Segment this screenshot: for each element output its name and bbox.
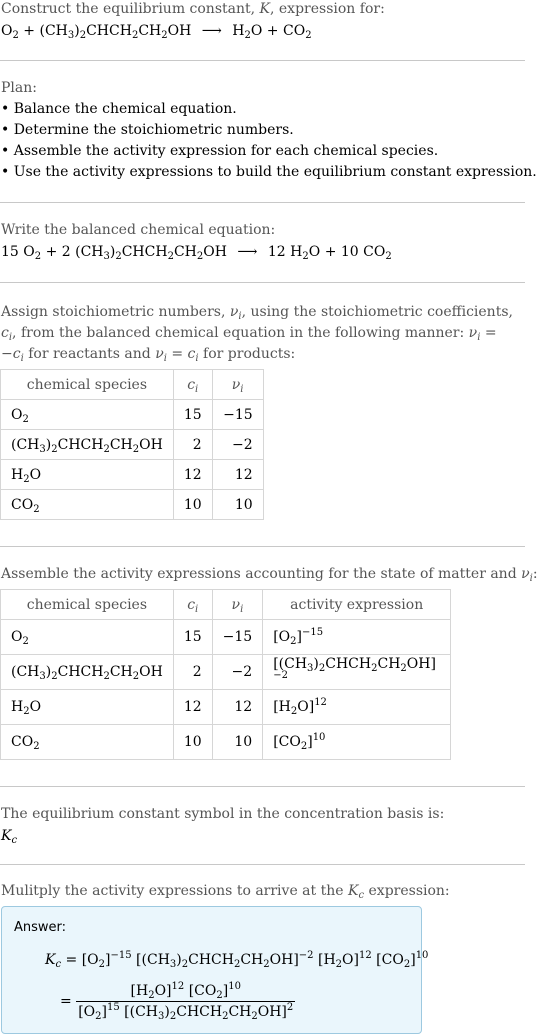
- plan-step: • Use the activity expressions to build the equilibrium constant expression.: [1, 164, 537, 180]
- kc-expression-line1: $K_c = [O_2]^{-15}$ $[(CH_3)_2CHCH_2CH_2OH]^{-2}$ $[H_2O]^{12}$ $[CO_2]^{10}$: [45, 950, 429, 970]
- divider: [0, 546, 525, 547]
- divider: [0, 60, 525, 61]
- c-cell: 2: [173, 655, 212, 690]
- divider: [0, 202, 525, 203]
- multiply-heading: Mulitply the activity expressions to arrive at the $K_c$ expression:: [1, 883, 450, 901]
- stoich-paragraph: Assign stoichiometric numbers, $\nu_i$, using the stoichiometric coefficients, $c_i$, from the balanced chemical equation in the following manner: $\nu_i = -c_i$ for reactants and $\nu_i = c_i$ for products:: [1, 304, 513, 364]
- plan-step: • Determine the stoichiometric numbers.: [1, 122, 294, 138]
- c-cell: 10: [173, 490, 212, 520]
- col-header-nu: $\nu_i$: [212, 590, 263, 620]
- kc-expression-fraction: = $\frac{[H_2O]^{12} [CO_2]^{10}}{[O_2]^{15} [(CH_3)_2CHCH_2CH_2OH]^2}$: [60, 981, 294, 1022]
- nu-cell: −2: [212, 655, 263, 690]
- table-row: [1, 690, 451, 725]
- species-cell: $(CH_3)_2CHCH_2CH_2OH$: [1, 430, 174, 460]
- table-row: [1, 400, 264, 430]
- col-header-species: chemical species: [1, 370, 174, 400]
- species-cell: $CO_2$: [1, 490, 174, 520]
- table-row: [1, 490, 264, 520]
- answer-label: Answer:: [14, 920, 67, 935]
- divider: [0, 786, 525, 787]
- table-row: [1, 620, 451, 655]
- col-header-c: $c_i$: [173, 590, 212, 620]
- nu-cell: 10: [212, 725, 263, 760]
- col-header-nu: $\nu_i$: [212, 370, 263, 400]
- fraction-denominator: $[O_2]^{15}$ $[(CH_3)_2CHCH_2CH_2OH]^2$: [78, 1002, 294, 1022]
- intro-line: Construct the equilibrium constant, K, expression for:: [1, 1, 385, 17]
- balanced-heading: Write the balanced chemical equation:: [1, 222, 276, 238]
- table-row: [1, 430, 264, 460]
- table-row: [1, 725, 451, 760]
- col-header-c: $c_i$: [173, 370, 212, 400]
- c-cell: 12: [173, 460, 212, 490]
- plan-step: • Balance the chemical equation.: [1, 101, 237, 117]
- species-cell: $H_2O$: [1, 690, 174, 725]
- nu-cell: 12: [212, 690, 263, 725]
- activity-expression-cell: $[O_2]^{-15}$: [263, 620, 451, 655]
- reaction-equation: $O_2$ + $(CH_3)_2CHCH_2CH_2OH$ ⟶ $H_2O + CO_2$: [1, 23, 312, 41]
- divider: [0, 864, 525, 865]
- table-row: [1, 655, 451, 690]
- activity-expression-cell: $[CO_2]^{10}$: [263, 725, 451, 760]
- c-cell: 10: [173, 725, 212, 760]
- col-header-species: chemical species: [1, 590, 174, 620]
- nu-cell: 12: [212, 460, 263, 490]
- species-cell: $O_2$: [1, 620, 174, 655]
- stoich-table: [0, 369, 264, 520]
- kc-symbol: $K_c$: [1, 828, 18, 846]
- plan-step: • Assemble the activity expression for each chemical species.: [1, 143, 439, 159]
- species-cell: $CO_2$: [1, 725, 174, 760]
- col-header-activity: activity expression: [263, 590, 451, 620]
- nu-cell: −15: [212, 620, 263, 655]
- symbol-heading: The equilibrium constant symbol in the concentration basis is:: [1, 806, 445, 822]
- balanced-equation: 15 $O_2 + 2$ $(CH_3)_2CHCH_2CH_2OH$ ⟶ 12 $H_2O + 10$ $CO_2$: [1, 244, 392, 262]
- activity-table: [0, 589, 451, 760]
- nu-cell: 10: [212, 490, 263, 520]
- activity-expression-cell: $[(CH_3)_2CHCH_2CH_2OH]^{-2}$: [263, 655, 451, 690]
- table-row: [1, 460, 264, 490]
- nu-cell: −2: [212, 430, 263, 460]
- species-cell: $(CH_3)_2CHCH_2CH_2OH$: [1, 655, 174, 690]
- fraction-numerator: $[H_2O]^{12}$ $[CO_2]^{10}$: [130, 981, 241, 1001]
- species-cell: $O_2$: [1, 400, 174, 430]
- c-cell: 12: [173, 690, 212, 725]
- nu-cell: −15: [212, 400, 263, 430]
- activity-heading: Assemble the activity expressions accounting for the state of matter and $\nu_i$:: [1, 566, 538, 584]
- c-cell: 15: [173, 400, 212, 430]
- plan-heading: Plan:: [1, 80, 37, 96]
- c-cell: 15: [173, 620, 212, 655]
- c-cell: 2: [173, 430, 212, 460]
- answer-box: [1, 906, 429, 1034]
- species-cell: $H_2O$: [1, 460, 174, 490]
- activity-expression-cell: $[H_2O]^{12}$: [263, 690, 451, 725]
- divider: [0, 282, 525, 283]
